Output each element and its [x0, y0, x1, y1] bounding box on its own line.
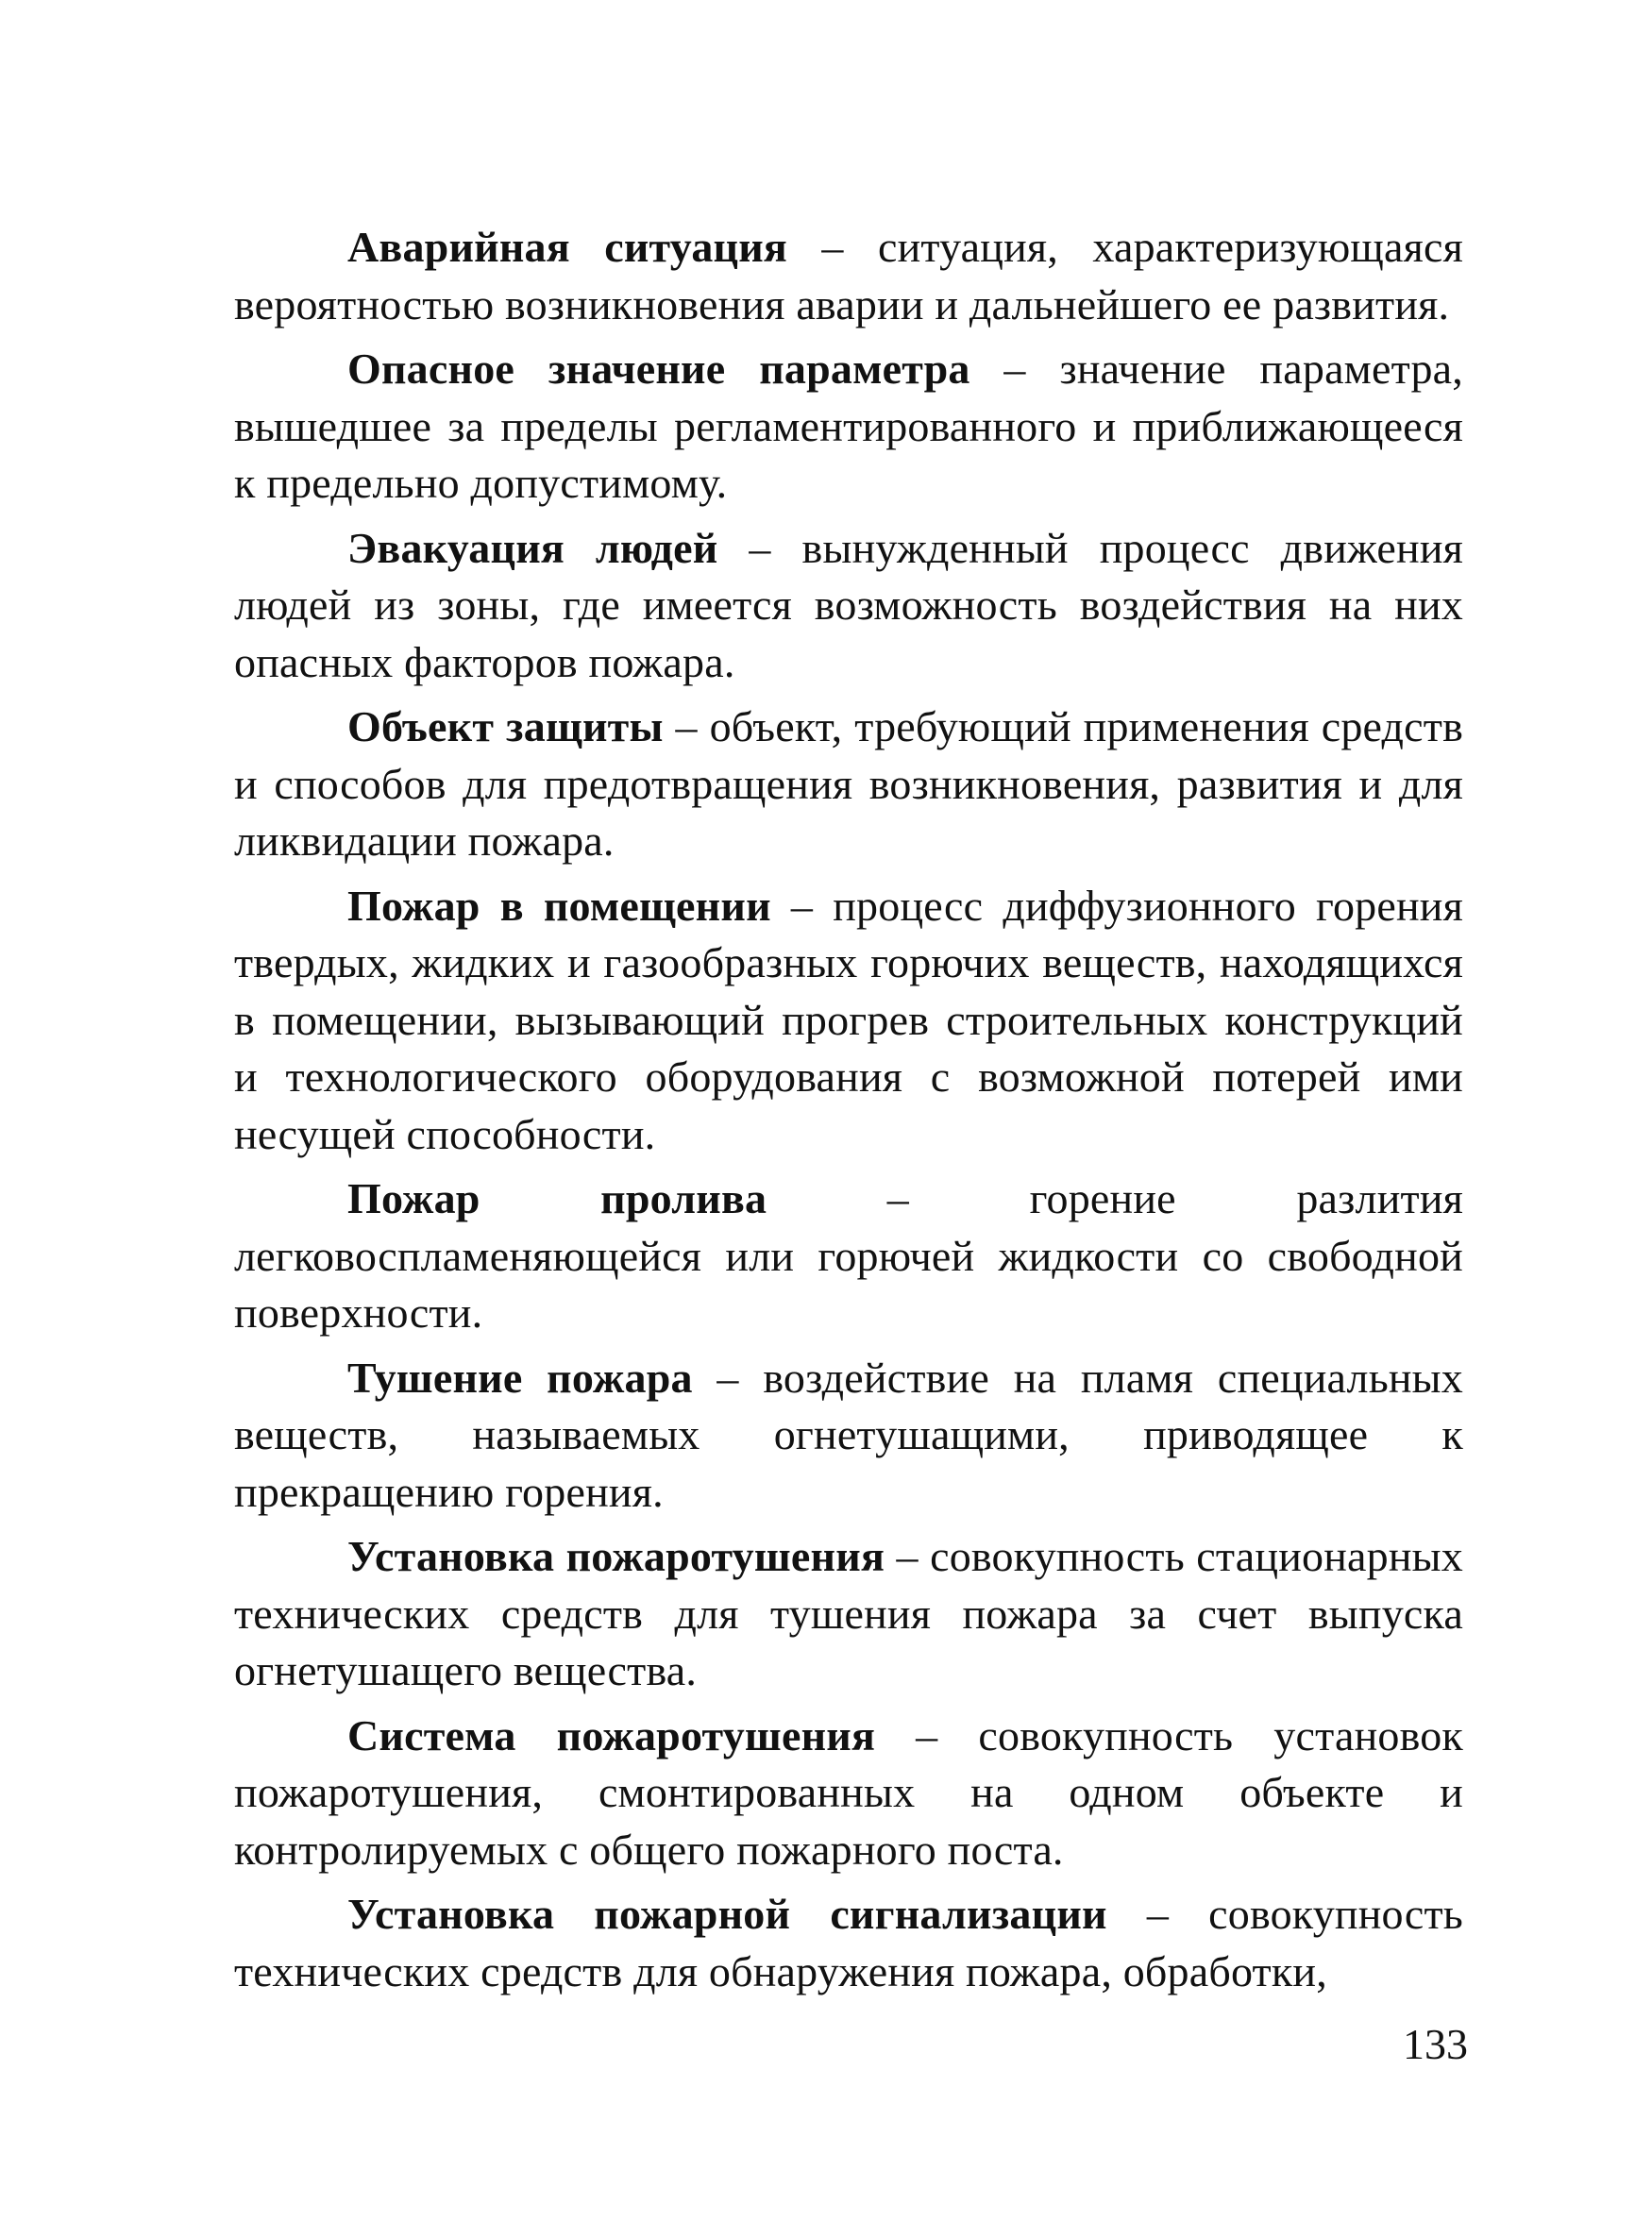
entry-term: Установка пожарной сигнализации: [347, 1890, 1107, 1938]
page-number: 133: [1403, 2020, 1468, 2068]
entry-term: Эвакуация людей: [347, 523, 718, 572]
entry-definition: – воздействие на пламя специальных веществ, называемых огнетушащими, приводящее к прекращению горения.: [234, 1353, 1463, 1516]
glossary-entry: [234, 1528, 1463, 1700]
glossary-entry: [234, 699, 1463, 870]
entry-definition: – ситуация, характеризующаяся вероятностью возникновения аварии и дальнейшего ее развития.: [234, 223, 1464, 328]
entry-term: Объект защиты: [347, 702, 664, 750]
glossary-entry: [234, 1350, 1463, 1522]
entry-definition: – совокупность установок пожаротушения, смонтированных на одном объекте и контролируемых с общего пожарного поста.: [234, 1710, 1463, 1874]
entry-term: Опасное значение параметра: [347, 345, 970, 393]
entry-term: Аварийная ситуация: [347, 223, 788, 271]
glossary-entry: [234, 341, 1463, 513]
entry-definition: – вынужденный процесс движения людей из зоны, где имеется возможность воздействия на них опасных факторов пожара.: [234, 523, 1463, 686]
entry-term: Система пожаротушения: [347, 1710, 876, 1759]
glossary-entry: [234, 219, 1463, 333]
entry-definition: – горение разлития легковоспламеняющейся или горючей жидкости со свободной поверхности.: [234, 1174, 1463, 1337]
entry-definition: – совокупность стационарных технических средств для тушения пожара за счет выпуска огнетушащего вещества.: [234, 1532, 1463, 1694]
entry-term: Пожар пролива: [347, 1174, 767, 1222]
glossary-entry: [234, 1708, 1463, 1879]
glossary-entry: [234, 1170, 1463, 1342]
entry-term: Тушение пожара: [347, 1353, 693, 1402]
glossary-text: [234, 219, 1463, 2008]
entry-term: Пожар в помещении: [347, 881, 771, 930]
glossary-entry: [234, 520, 1463, 692]
entry-definition: – совокупность технических средств для обнаружения пожара, обработки,: [234, 1890, 1463, 1995]
glossary-entry: [234, 878, 1463, 1164]
entry-definition: – процесс диффузионного горения твердых, жидких и газообразных горючих веществ, находящихся в помещении, вызывающий прогрев строительных конструкций и технологического оборудования с возможной потерей ими несущей способности.: [234, 881, 1463, 1158]
entry-term: Установка пожаротушения: [347, 1532, 885, 1580]
entry-definition: – значение параметра, вышедшее за пределы регламентированного и приближающееся к предельно допустимому.: [234, 345, 1463, 507]
glossary-entry: [234, 1886, 1463, 2000]
entry-definition: – объект, требующий применения средств и способов для предотвращения возникновения, развития и для ликвидации пожара.: [234, 702, 1463, 865]
